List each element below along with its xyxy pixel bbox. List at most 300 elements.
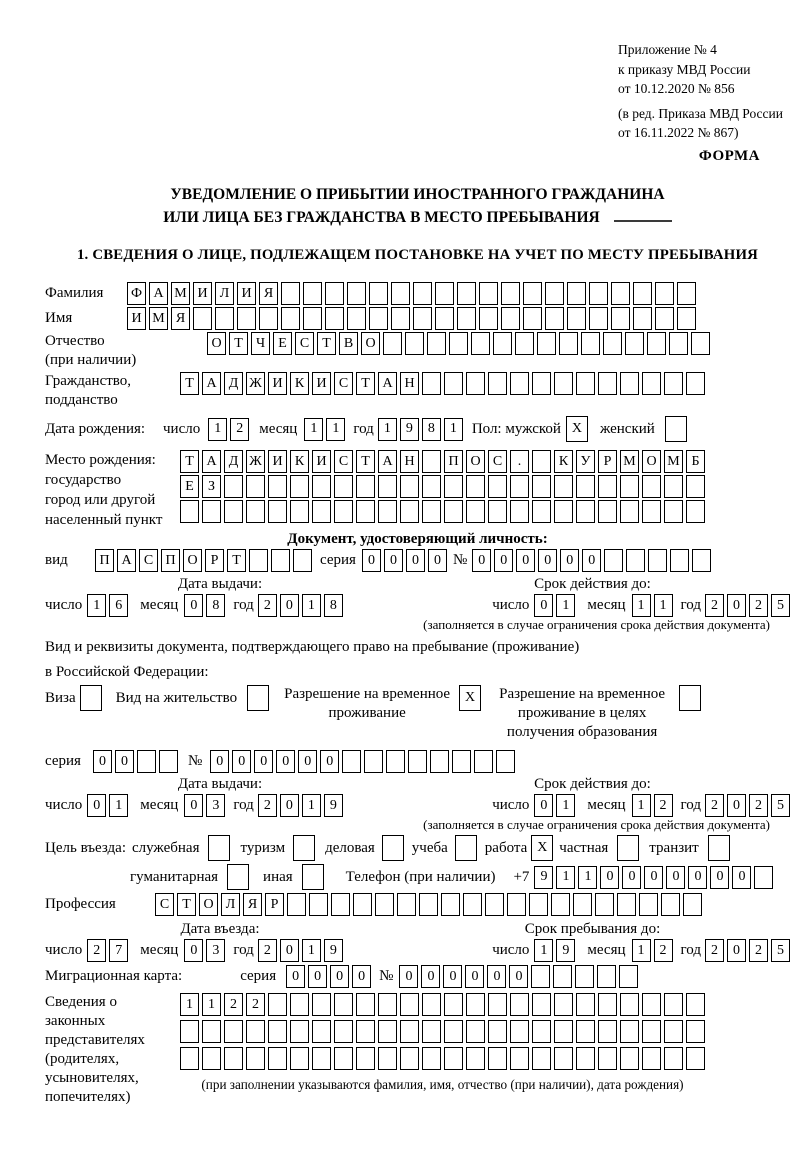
identity-issue-day-boxes [87, 594, 128, 617]
identity-valid-date-group [492, 594, 790, 617]
form-cell: 0 [727, 594, 746, 617]
form-cell [576, 993, 595, 1016]
form-cell [400, 500, 419, 523]
form-cell [626, 549, 645, 572]
patronymic-label-line2: (при наличии) [45, 352, 137, 368]
form-cell [290, 1020, 309, 1043]
form-cell: С [488, 450, 507, 473]
form-cell [664, 500, 683, 523]
form-cell [620, 993, 639, 1016]
residence-valid-month-boxes [632, 794, 673, 817]
form-cell [422, 450, 441, 473]
form-cell [661, 893, 680, 916]
form-cell [271, 549, 290, 572]
form-cell: А [202, 372, 221, 395]
birthdate-label: Дата рождения: [45, 420, 146, 437]
form-cell [353, 893, 372, 916]
form-cell: 1 [302, 794, 321, 817]
form-cell [466, 993, 485, 1016]
form-cell [246, 1020, 265, 1043]
form-cell [532, 993, 551, 1016]
form-cell [642, 1020, 661, 1043]
form-cell [665, 416, 687, 442]
form-cell: 0 [600, 866, 619, 889]
representatives-label-line: законных [45, 1013, 106, 1029]
form-cell: 6 [109, 594, 128, 617]
form-cell [466, 500, 485, 523]
form-cell [466, 475, 485, 498]
form-cell [193, 307, 212, 330]
representatives-label-line: (родителях, [45, 1051, 120, 1067]
form-cell: 1 [556, 594, 575, 617]
form-cell [334, 1020, 353, 1043]
form-cell: 1 [302, 594, 321, 617]
form-cell: 5 [771, 594, 790, 617]
purpose-work-label: работа [484, 839, 528, 856]
identity-doc-heading: Документ, удостоверяющий личность: [287, 531, 548, 547]
form-cell: Н [400, 372, 419, 395]
form-cell [686, 500, 705, 523]
form-cell [378, 500, 397, 523]
form-cell: А [117, 549, 136, 572]
birthplace-row2-boxes [180, 475, 705, 498]
form-cell: С [295, 332, 314, 355]
form-cell [386, 750, 405, 773]
form-cell [268, 500, 287, 523]
residence-valid-year-boxes [705, 794, 790, 817]
form-cell: X [459, 685, 481, 711]
form-cell [303, 282, 322, 305]
phone-prefix: +7 [513, 868, 530, 885]
purpose-private-label: частная [559, 839, 609, 856]
patronymic-boxes [207, 332, 710, 355]
form-cell: 0 [622, 866, 641, 889]
form-cell [677, 282, 696, 305]
form-cell: 0 [362, 549, 381, 572]
form-cell [463, 893, 482, 916]
form-cell [224, 1047, 243, 1070]
form-cell: 9 [324, 794, 343, 817]
entry-day-boxes [87, 939, 128, 962]
appendix-line: (в ред. Приказа МВД России [618, 105, 783, 121]
form-cell [573, 893, 592, 916]
form-cell [334, 500, 353, 523]
edu-permit-label: Разрешение на временное проживание в целях получения образования [499, 686, 666, 740]
month-label: месяц [587, 942, 626, 958]
form-cell [598, 1020, 617, 1043]
form-cell [400, 1047, 419, 1070]
form-cell [515, 332, 534, 355]
form-cell: 8 [422, 418, 441, 441]
form-cell [554, 993, 573, 1016]
day-label: число [492, 942, 530, 958]
doc-number-boxes [472, 549, 711, 572]
form-cell [419, 893, 438, 916]
forma-label: ФОРМА [698, 148, 760, 164]
form-cell [391, 307, 410, 330]
form-cell [408, 750, 427, 773]
form-cell [554, 475, 573, 498]
purpose-transit [649, 835, 729, 861]
form-cell [598, 475, 617, 498]
residence-permit-label: Вид на жительство [115, 689, 238, 706]
form-cell [422, 1047, 441, 1070]
form-cell [479, 307, 498, 330]
birthplace-label-line4: населенный пункт [45, 512, 163, 528]
representatives-label-line: Сведения о [45, 994, 117, 1010]
form-cell: 0 [184, 594, 203, 617]
purpose-private-checkbox [617, 835, 639, 861]
form-cell: 0 [538, 549, 557, 572]
patronymic-label-line1: Отчество [45, 333, 105, 349]
form-cell [639, 893, 658, 916]
doc-series-boxes [362, 549, 447, 572]
form-cell: 0 [184, 939, 203, 962]
form-cell: 0 [115, 750, 134, 773]
form-cell [510, 1020, 529, 1043]
form-cell [679, 685, 701, 711]
sex-label: Пол: мужской [471, 420, 561, 437]
form-cell [648, 549, 667, 572]
form-cell [457, 282, 476, 305]
form-cell [303, 307, 322, 330]
form-cell: 2 [749, 594, 768, 617]
residence-permit-checkbox [247, 685, 269, 711]
form-cell [532, 1047, 551, 1070]
form-cell [531, 965, 550, 988]
purpose-tourism-checkbox [293, 835, 315, 861]
form-cell [268, 1047, 287, 1070]
form-cell: О [183, 549, 202, 572]
form-cell [369, 307, 388, 330]
form-cell [378, 993, 397, 1016]
form-cell: 0 [308, 965, 327, 988]
purpose-official-label: служебная [131, 839, 200, 856]
form-cell: 0 [276, 750, 295, 773]
section1-heading: 1. СВЕДЕНИЯ О ЛИЦЕ, ПОДЛЕЖАЩЕМ ПОСТАНОВКЕ НА УЧЕТ ПО МЕСТУ ПРЕБЫВАНИЯ [76, 247, 759, 263]
form-cell: М [171, 282, 190, 305]
form-cell [378, 1047, 397, 1070]
form-cell: 0 [644, 866, 663, 889]
form-cell: 0 [330, 965, 349, 988]
visa-option [45, 685, 102, 711]
form-cell [312, 475, 331, 498]
form-cell: Я [243, 893, 262, 916]
year-label: год [680, 597, 701, 613]
form-cell [137, 750, 156, 773]
form-cell [532, 500, 551, 523]
purpose-other [263, 864, 324, 890]
identity-issue-month-boxes [184, 594, 225, 617]
form-cell: 2 [258, 939, 277, 962]
form-cell: П [161, 549, 180, 572]
month-label: месяц [140, 597, 179, 613]
form-cell [444, 500, 463, 523]
birthdate-year-label: год [353, 420, 374, 437]
entry-year-boxes [258, 939, 343, 962]
form-cell [575, 965, 594, 988]
form-cell [620, 475, 639, 498]
form-cell [471, 332, 490, 355]
representatives-row1-boxes [180, 993, 705, 1016]
form-cell [708, 835, 730, 861]
form-cell: 8 [206, 594, 225, 617]
birthplace-label-line1: Место рождения: [45, 452, 156, 468]
form-cell: 0 [384, 549, 403, 572]
form-cell: 0 [428, 549, 447, 572]
form-cell [532, 372, 551, 395]
firstname-label: Имя [45, 310, 73, 326]
form-cell [281, 307, 300, 330]
residence-number-label: № [187, 753, 203, 769]
form-cell [488, 993, 507, 1016]
representatives-label-line: усыновителях, [45, 1070, 139, 1086]
form-cell [642, 372, 661, 395]
surname-boxes [127, 282, 696, 305]
identity-valid-heading: Срок действия до: [534, 576, 651, 592]
form-cell: 0 [560, 549, 579, 572]
stay-until-date-group [492, 939, 790, 962]
form-cell: Ч [251, 332, 270, 355]
form-cell [532, 475, 551, 498]
form-cell [293, 549, 312, 572]
form-cell [485, 893, 504, 916]
form-cell [400, 993, 419, 1016]
day-label: число [492, 597, 530, 613]
firstname-boxes [127, 307, 696, 330]
identity-issue-heading: Дата выдачи: [177, 576, 263, 592]
form-cell: 9 [400, 418, 419, 441]
form-cell [496, 750, 515, 773]
residence-series-label: серия [45, 753, 81, 769]
form-cell [529, 893, 548, 916]
form-cell [664, 1047, 683, 1070]
form-cell: 1 [302, 939, 321, 962]
form-cell: У [576, 450, 595, 473]
form-cell [669, 332, 688, 355]
representatives-label-line: представителях [45, 1032, 145, 1048]
form-cell: Т [180, 450, 199, 473]
form-cell [202, 1047, 221, 1070]
form-cell [444, 1047, 463, 1070]
form-cell: И [268, 372, 287, 395]
form-cell [224, 1020, 243, 1043]
form-cell [532, 1020, 551, 1043]
form-cell [347, 282, 366, 305]
form-cell: 0 [184, 794, 203, 817]
form-cell: 0 [487, 965, 506, 988]
identity-issue-date-group [45, 594, 343, 617]
form-title [45, 183, 790, 229]
form-cell [246, 1047, 265, 1070]
form-cell [466, 372, 485, 395]
day-label: число [45, 942, 83, 958]
residence-valid-heading: Срок действия до: [534, 776, 651, 792]
form-cell: Т [177, 893, 196, 916]
form-cell: 0 [399, 965, 418, 988]
form-cell: 2 [705, 594, 724, 617]
form-cell [655, 307, 674, 330]
temp-permit-option [283, 685, 481, 723]
identity-issue-year-boxes [258, 594, 343, 617]
form-cell [686, 1047, 705, 1070]
residence-issue-day-boxes [87, 794, 128, 817]
form-cell: К [290, 372, 309, 395]
form-cell [290, 993, 309, 1016]
visa-checkbox [80, 685, 102, 711]
form-cell: 0 [509, 965, 528, 988]
purpose-humanitarian-checkbox [227, 864, 249, 890]
form-cell [455, 835, 477, 861]
form-cell: Н [400, 450, 419, 473]
form-cell [422, 475, 441, 498]
form-cell [281, 282, 300, 305]
form-cell: X [566, 416, 588, 442]
form-cell [378, 475, 397, 498]
form-cell [427, 332, 446, 355]
stay-month-boxes [632, 939, 673, 962]
form-cell: И [312, 450, 331, 473]
form-cell [247, 685, 269, 711]
citizenship-label-line1: Гражданство, [45, 373, 132, 389]
form-cell [180, 500, 199, 523]
form-cell: 0 [406, 549, 425, 572]
form-cell: 1 [444, 418, 463, 441]
form-cell [382, 835, 404, 861]
form-cell: 9 [324, 939, 343, 962]
form-cell [620, 372, 639, 395]
purpose-study-label: учеба [411, 839, 448, 856]
form-cell [430, 750, 449, 773]
form-cell [334, 475, 353, 498]
form-cell: Ж [246, 372, 265, 395]
form-cell [554, 1047, 573, 1070]
representatives-label-line: попечителях) [45, 1089, 131, 1105]
form-cell: 7 [109, 939, 128, 962]
form-cell: О [361, 332, 380, 355]
residence-intro-line2: в Российской Федерации: [45, 664, 209, 680]
day-label: число [492, 797, 530, 813]
form-cell: 1 [202, 993, 221, 1016]
form-cell [611, 282, 630, 305]
form-cell: 0 [688, 866, 707, 889]
form-cell [488, 475, 507, 498]
form-cell [413, 282, 432, 305]
day-label: число [45, 797, 83, 813]
form-cell [224, 500, 243, 523]
form-cell [488, 1047, 507, 1070]
form-cell: 1 [109, 794, 128, 817]
form-cell [664, 372, 683, 395]
appendix-reference [618, 40, 796, 143]
phone-label: Телефон (при наличии) [345, 868, 496, 885]
form-cell: А [378, 372, 397, 395]
form-cell [312, 500, 331, 523]
migration-card-label: Миграционная карта: [45, 968, 183, 984]
year-label: год [233, 597, 254, 613]
purpose-business-label: деловая [325, 839, 375, 856]
form-cell [457, 307, 476, 330]
form-cell: Ф [127, 282, 146, 305]
form-cell [325, 282, 344, 305]
phone-boxes [534, 866, 773, 889]
form-cell [589, 307, 608, 330]
residence-permit-option [116, 685, 269, 711]
form-cell [589, 282, 608, 305]
form-cell: 1 [632, 594, 651, 617]
doc-kind-boxes [95, 549, 312, 572]
form-cell [290, 475, 309, 498]
form-cell [595, 893, 614, 916]
purpose-private [559, 835, 639, 861]
form-cell [400, 1020, 419, 1043]
form-cell [441, 893, 460, 916]
form-cell: 1 [632, 939, 651, 962]
form-cell [466, 1020, 485, 1043]
doc-kind-label: вид [45, 552, 68, 568]
form-cell: 2 [87, 939, 106, 962]
form-cell [598, 1047, 617, 1070]
form-cell [290, 500, 309, 523]
residence-issue-heading: Дата выдачи: [177, 776, 263, 792]
form-cell [510, 475, 529, 498]
form-cell: 0 [352, 965, 371, 988]
form-cell: 0 [254, 750, 273, 773]
form-cell: К [290, 450, 309, 473]
form-cell: П [444, 450, 463, 473]
form-cell [290, 1047, 309, 1070]
form-cell [488, 500, 507, 523]
form-cell: Л [215, 282, 234, 305]
form-cell [422, 993, 441, 1016]
form-cell [633, 282, 652, 305]
form-cell [287, 893, 306, 916]
form-cell: С [155, 893, 174, 916]
form-cell [364, 750, 383, 773]
form-cell [664, 1020, 683, 1043]
year-label: год [680, 942, 701, 958]
residence-issue-date-group [45, 794, 343, 817]
form-cell [444, 1020, 463, 1043]
stay-day-boxes [534, 939, 575, 962]
form-cell: Л [221, 893, 240, 916]
form-cell [554, 372, 573, 395]
form-cell: И [237, 282, 256, 305]
form-cell [619, 965, 638, 988]
form-cell [545, 282, 564, 305]
temp-permit-checkbox [459, 685, 481, 711]
form-cell: 0 [298, 750, 317, 773]
restriction-note-2: (заполняется в случае ограничения срока действия документа) [423, 817, 770, 832]
form-cell: К [554, 450, 573, 473]
form-cell [620, 1020, 639, 1043]
appendix-line: от 16.11.2022 № 867) [618, 125, 739, 141]
form-cell: Т [356, 372, 375, 395]
entry-date-heading: Дата въезда: [180, 921, 260, 937]
form-cell [356, 1020, 375, 1043]
form-cell [208, 835, 230, 861]
representatives-row2-boxes [180, 1020, 705, 1043]
form-cell [312, 1047, 331, 1070]
form-cell: 2 [258, 794, 277, 817]
purpose-tourism [240, 835, 315, 861]
form-cell [664, 993, 683, 1016]
form-cell: 0 [280, 794, 299, 817]
purpose-official-checkbox [208, 835, 230, 861]
form-cell: 2 [230, 418, 249, 441]
form-cell [642, 1047, 661, 1070]
form-cell [576, 500, 595, 523]
